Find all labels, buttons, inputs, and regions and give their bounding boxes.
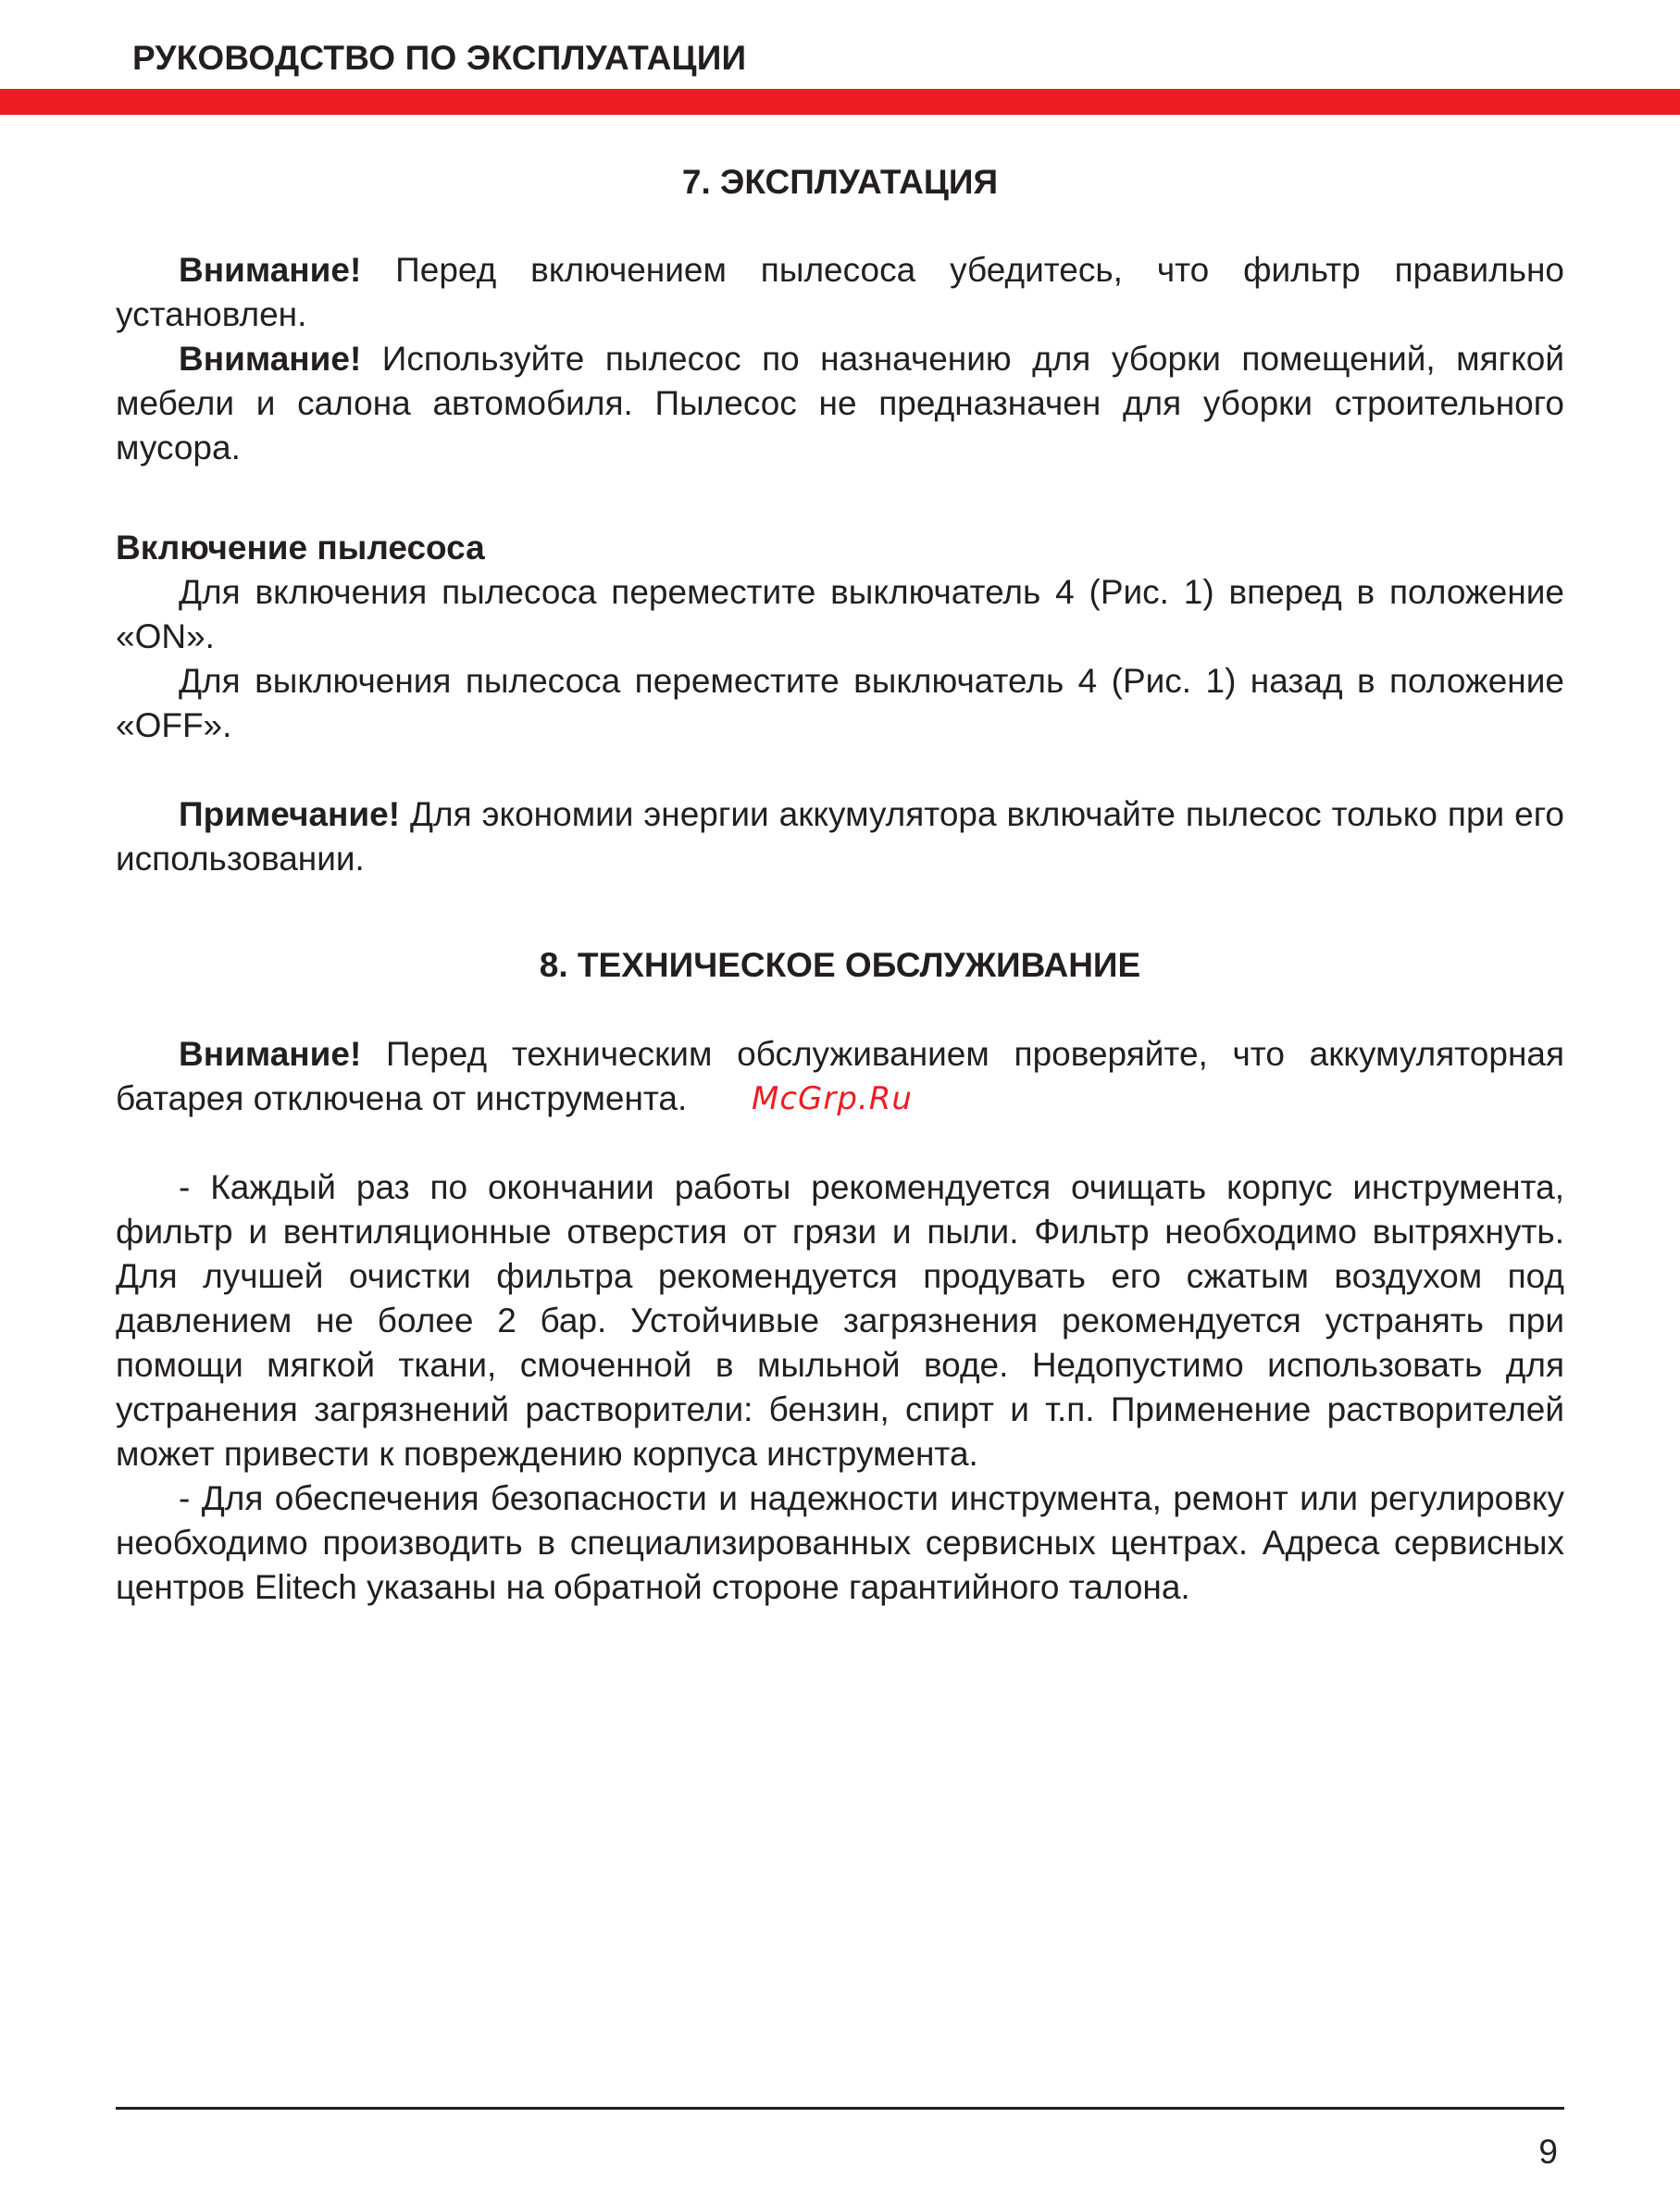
page-number: 9 [1538,2133,1558,2171]
footer-divider [116,2107,1564,2110]
warning-text: Перед техническим обслуживанием проверяйте, что аккумуляторная батарея отключена от инструмента. [116,1035,1564,1117]
switch-off-paragraph: Для выключения пылесоса переместите выключатель 4 (Рис. 1) назад в положение «OFF». [116,662,1564,744]
header-red-bar [0,89,1680,115]
section-8-body [116,1032,1564,1610]
warning-text: Перед включением пылесоса убедитесь, что фильтр правильно установлен. [116,251,1564,333]
note-paragraph [116,792,1564,881]
section-8-title: 8. ТЕХНИЧЕСКОЕ ОБСЛУЖИВАНИЕ [539,946,1141,984]
note-text: Для экономии энергии аккумулятора включайте пылесос только при его использовании. [116,795,1564,878]
warning-label: Внимание! [179,251,362,289]
maintenance-item: - Каждый раз по окончании работы рекомендуется очищать корпус инструмента, фильтр и вентиляционные отверстия от грязи и пыли. Фильтр необходимо вытряхнуть. Для лучшей очистки фильтра рекомендуется продувать его сжатым воздухом под давлением не более 2 бар. Устойчивые загрязнения рекомендуется устранять при помощи мягкой ткани, смоченной в мыльной воде. Недопустимо использовать для устранения загрязнений растворители: бензин, спирт и т.п. Применение растворителей может привести к повреждению корпуса инструмента. [116,1168,1564,1473]
switch-on-paragraph: Для включения пылесоса переместите выключатель 4 (Рис. 1) вперед в положение «ON». [116,573,1564,655]
note-label: Примечание! [179,795,401,833]
section-7-title: 7. ЭКСПЛУАТАЦИЯ [681,163,999,201]
warning-label: Внимание! [179,340,362,378]
warning-paragraph [116,337,1564,470]
maintenance-item: - Для обеспечения безопасности и надежности инструмента, ремонт или регулировку необходимо производить в специализированных сервисных центрах. Адреса сервисных центров Elitech указаны на обратной стороне гарантийного талона. [116,1479,1564,1606]
watermark-text: McGrp.Ru [752,1080,913,1117]
warning-label: Внимание! [179,1035,362,1073]
warning-text: Используйте пылесос по назначению для уборки помещений, мягкой мебели и салона автомобиля. Пылесос не предназначен для уборки строительного мусора. [116,340,1564,467]
document-header-title: РУКОВОДСТВО ПО ЭКСПЛУАТАЦИИ [132,39,747,77]
warning-paragraph [116,248,1564,337]
section-7-body [116,248,1564,881]
switching-on-heading: Включение пылесоса [116,529,485,567]
